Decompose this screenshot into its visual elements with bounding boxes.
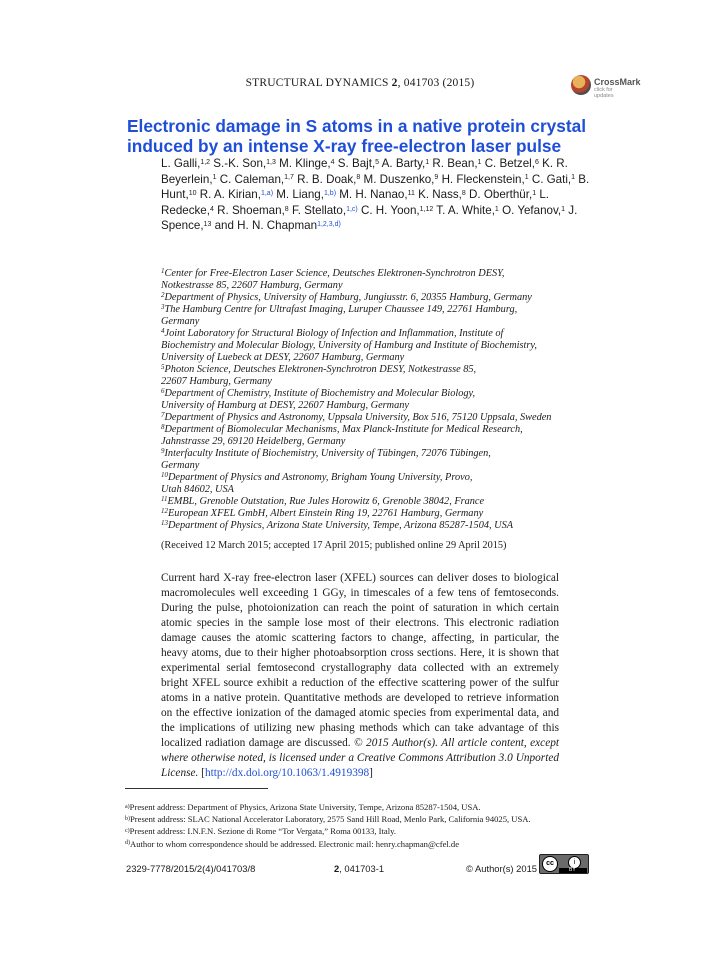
footer-copyright: © Author(s) 2015 xyxy=(466,863,538,874)
footnote xyxy=(125,838,595,850)
license-statement: © 2015 Author(s). All article content, except where otherwise noted, is licensed under a Creative Commons Attribution 3.0 Unported License. xyxy=(161,737,559,779)
footer-issn: 2329-7778/2015/2(4)/041703/8 xyxy=(126,863,256,874)
affiliation-list xyxy=(161,268,591,532)
affiliation-text: Photon Science, Deutsches Elektronen-Synchrotron DESY, Notkestrasse 85, xyxy=(164,364,477,375)
affiliation-text: Department of Physics, University of Hamburg, Jungiusstr. 6, 20355 Hamburg, Germany xyxy=(164,292,532,303)
affiliation-line xyxy=(161,460,591,472)
affiliation-line xyxy=(161,280,591,292)
affiliation-line xyxy=(161,424,591,436)
footnote-mark: c) xyxy=(125,828,130,835)
author-affiliation-mark: 6 xyxy=(534,158,539,166)
author xyxy=(161,157,210,170)
doi-link[interactable]: http://dx.doi.org/10.1063/1.4919398 xyxy=(204,767,370,779)
affiliation-text: Jahnstrasse 29, 69120 Heidelberg, Germany xyxy=(161,436,346,447)
author-affiliation-mark: 8 xyxy=(461,190,466,198)
author-affiliation-mark: 11 xyxy=(407,190,415,198)
author-affiliation-mark: 8 xyxy=(356,174,361,182)
abstract xyxy=(161,571,559,781)
author-name: C. H. Yoon, xyxy=(360,203,420,217)
author-name: A. Barty, xyxy=(381,157,426,170)
footer-page xyxy=(334,863,384,874)
affiliation-number: 8 xyxy=(161,422,165,431)
author-name: L. Galli, xyxy=(161,157,201,170)
footnote-mark: d) xyxy=(125,840,130,847)
affiliation-text: Department of Physics and Astronomy, Brigham Young University, Provo, xyxy=(168,472,473,483)
crossmark-button[interactable] xyxy=(571,74,641,99)
author-list xyxy=(161,156,591,234)
author xyxy=(382,157,430,170)
author-name: R. Shoeman, xyxy=(217,203,285,217)
author xyxy=(432,157,481,170)
affiliation-line xyxy=(161,316,591,328)
author-name: T. A. White, xyxy=(436,203,495,217)
author-name: C. Betzel, xyxy=(484,157,535,170)
author-affiliation-mark: 1 xyxy=(571,174,576,182)
affiliation-number: 11 xyxy=(161,494,168,503)
affiliation-text: Department of Biomolecular Mechanisms, Max Planck-Institute for Medical Research, xyxy=(164,424,523,435)
affiliation-line xyxy=(161,268,591,280)
author-name: R. Bean, xyxy=(432,157,478,170)
affiliation-text: Germany xyxy=(161,316,200,327)
author-name: O. Yefanov, xyxy=(502,203,562,217)
author-name: D. Oberthür, xyxy=(469,188,533,202)
author xyxy=(279,157,334,170)
crossmark-sublabel: click for updates xyxy=(594,87,614,99)
author-affiliation-mark: 10 xyxy=(188,190,197,198)
footnote xyxy=(125,801,595,813)
affiliation-number: 2 xyxy=(161,290,165,299)
author-name: F. Stellato, xyxy=(291,203,347,217)
affiliation-line xyxy=(161,292,591,304)
doi-open-bracket: [ xyxy=(201,767,205,779)
abstract-body: Current hard X-ray free-electron laser (XFEL) sources can deliver doses to biological macromolecules well exceeding 1 GGy, in timescales of a few tens of femtoseconds. During the pulse, photoionization can reach the point of saturation in which certain atomic species in the sample lose most of their electrons. This electronic radiation damage causes the atomic scattering factors to change, affecting, in particular, the heavy atoms, due to their higher photoabsorption cross sections. Here, it is shown that experimental serial femtosecond crystallography data collected with an extremely bright XFEL source exhibit a reduction of the effective scattering power of the sulfur atoms in a native protein. Quantitative methods are developed to retrieve information on the effective ionization of the damaged atomic species from experimental data, and the implications of utilizing new phasing methods which can take advantage of this localized radiation damage are discussed. xyxy=(161,572,559,749)
affiliation-text: Biochemistry and Molecular Biology, University of Hamburg and Institute of Biochemistry, xyxy=(161,340,537,351)
affiliation-line xyxy=(161,388,591,400)
affiliation-line xyxy=(161,328,591,340)
author-affiliation-mark: 1 xyxy=(494,205,499,213)
affiliation-text: Germany xyxy=(161,460,200,471)
journal-name: STRUCTURAL DYNAMICS xyxy=(245,77,389,89)
author-affiliation-mark: 1,a) xyxy=(260,190,274,198)
affiliation-number: 9 xyxy=(161,446,165,455)
author xyxy=(339,188,415,201)
affiliation-line xyxy=(161,352,591,364)
affiliation-number: 1 xyxy=(161,266,165,275)
affiliation-number: 10 xyxy=(161,470,168,479)
author xyxy=(276,188,336,201)
author-name: C. Gati, xyxy=(531,172,572,186)
affiliation-text: Department of Physics, Arizona State University, Tempe, Arizona 85287-1504, USA xyxy=(168,520,514,531)
author-name: K. R. Beyerlein, xyxy=(161,157,568,186)
affiliation-text: Interfaculty Institute of Biochemistry, University of Tübingen, 72076 Tübingen, xyxy=(164,448,491,459)
affiliation-line xyxy=(161,496,591,508)
author xyxy=(502,204,565,217)
author xyxy=(361,204,433,217)
author xyxy=(213,157,276,170)
author-affiliation-mark: 8 xyxy=(284,205,289,213)
author-affiliation-mark: 1,2 xyxy=(200,158,211,166)
affiliation-line xyxy=(161,520,591,532)
footnote-mark: b) xyxy=(125,815,130,822)
affiliation-line xyxy=(161,484,591,496)
affiliation-text: Notkestrasse 85, 22607 Hamburg, Germany xyxy=(161,280,343,291)
affiliation-line xyxy=(161,400,591,412)
author-name: S.-K. Son, xyxy=(213,157,267,170)
affiliation-number: 13 xyxy=(161,518,168,527)
footnote-mark: a) xyxy=(125,803,130,810)
author-name: R. B. Doak, xyxy=(297,172,357,186)
affiliation-line xyxy=(161,448,591,460)
author-affiliation-mark: 1,c) xyxy=(346,205,358,213)
footer-page-number: , 041703-1 xyxy=(339,863,385,874)
crossmark-icon xyxy=(571,75,591,95)
author xyxy=(215,219,234,232)
author xyxy=(485,157,539,170)
attribution-icon: i xyxy=(568,856,581,869)
author-affiliation-mark: 1,3 xyxy=(266,158,276,166)
author-affiliation-mark: 1 xyxy=(561,205,566,213)
author xyxy=(532,173,575,186)
author-affiliation-mark: 1,b) xyxy=(323,190,337,198)
author-name: C. Caleman, xyxy=(219,172,285,186)
cc-icon: cc xyxy=(542,856,558,872)
received-dates: (Received 12 March 2015; accepted 17 April 2015; published online 29 April 2015) xyxy=(161,540,507,551)
affiliation-text: Utah 84602, USA xyxy=(161,484,234,495)
author xyxy=(292,204,358,217)
author-affiliation-mark: 4 xyxy=(209,205,214,213)
author-name: R. A. Kirian, xyxy=(199,188,261,202)
footnote-list xyxy=(125,801,595,850)
author-affiliation-mark: 1 xyxy=(524,174,529,182)
affiliation-line xyxy=(161,340,591,352)
doi-close-bracket: ] xyxy=(369,767,373,779)
affiliation-text: Department of Physics and Astronomy, Uppsala University, Box 516, 75120 Uppsala, Sweden xyxy=(164,412,552,423)
author-name: and xyxy=(214,219,234,233)
author xyxy=(469,188,536,201)
author-affiliation-mark: 1 xyxy=(425,158,430,166)
affiliation-text: European XFEL GmbH, Albert Einstein Ring 19, 22761 Hamburg, Germany xyxy=(168,508,484,519)
author xyxy=(364,173,439,186)
affiliation-line xyxy=(161,376,591,388)
affiliation-number: 5 xyxy=(161,362,165,371)
author xyxy=(436,204,499,217)
author xyxy=(297,173,360,186)
affiliation-line xyxy=(161,508,591,520)
author-affiliation-mark: 9 xyxy=(434,174,439,182)
author-affiliation-mark: 4 xyxy=(330,158,335,166)
author xyxy=(200,188,273,201)
journal-citation: , 041703 (2015) xyxy=(397,77,475,89)
author xyxy=(220,173,294,186)
affiliation-number: 7 xyxy=(161,410,165,419)
affiliation-text: University of Luebeck at DESY, 22607 Hamburg, Germany xyxy=(161,352,405,363)
author-name: K. Nass, xyxy=(418,188,462,202)
footnote xyxy=(125,813,595,825)
author-affiliation-mark: 1,2,3,d) xyxy=(317,221,341,229)
author-affiliation-mark: 1,7 xyxy=(284,174,294,182)
footnote-text: Author to whom correspondence should be addressed. Electronic mail: henry.chapman@cfel.de xyxy=(130,838,460,849)
crossmark-label: CrossMark xyxy=(594,77,641,87)
author-affiliation-mark: 1 xyxy=(532,190,537,198)
footnote-text: Present address: I.N.F.N. Sezione di Rome “Tor Vergata,” Roma 00133, Italy. xyxy=(129,826,397,837)
affiliation-line xyxy=(161,364,591,376)
affiliation-text: University of Hamburg at DESY, 22607 Hamburg, Germany xyxy=(161,400,409,411)
footnote-divider xyxy=(125,788,268,789)
author-name: J. Spence, xyxy=(161,203,578,233)
affiliation-line xyxy=(161,472,591,484)
journal-volume: 2 xyxy=(391,77,398,89)
article-title: Electronic damage in S atoms in a native protein crystal induced by an intense X-ray free-electron laser pulse xyxy=(127,116,587,156)
author-name: M. Klinge, xyxy=(279,157,331,170)
author xyxy=(217,204,289,217)
author-name: H. N. Chapman xyxy=(237,219,318,233)
author-affiliation-mark: 1,12 xyxy=(419,205,434,213)
cc-by-license-badge[interactable] xyxy=(539,854,589,874)
affiliation-text: Joint Laboratory for Structural Biology of Infection and Inflammation, Institute of xyxy=(164,328,504,339)
author-name: M. Duszenko, xyxy=(363,172,435,186)
affiliation-number: 4 xyxy=(161,326,165,335)
affiliation-line xyxy=(161,412,591,424)
affiliation-text: EMBL, Grenoble Outstation, Rue Jules Horowitz 6, Grenoble 38042, France xyxy=(167,496,485,507)
footnote xyxy=(125,825,595,837)
author-name: L. Redecke, xyxy=(161,188,550,217)
footnote-text: Present address: Department of Physics, Arizona State University, Tempe, Arizona 85287-1504, USA. xyxy=(129,802,481,812)
affiliation-line xyxy=(161,436,591,448)
footer-volume: 2 xyxy=(334,863,340,874)
affiliation-text: The Hamburg Centre for Ultrafast Imaging, Luruper Chaussee 149, 22761 Hamburg, xyxy=(164,304,518,315)
author-affiliation-mark: 1 xyxy=(212,174,217,182)
affiliation-text: 22607 Hamburg, Germany xyxy=(161,376,272,387)
footnote-text: Present address: SLAC National Accelerator Laboratory, 2575 Sand Hill Road, Menlo Park, California 94025, USA. xyxy=(130,814,531,825)
affiliation-line xyxy=(161,304,591,316)
author-affiliation-mark: 5 xyxy=(375,158,380,166)
author-name: M. H. Nanao, xyxy=(339,188,408,202)
author-affiliation-mark: 13 xyxy=(203,221,212,229)
author-name: H. Fleckenstein, xyxy=(441,172,525,186)
by-label: BY xyxy=(569,867,576,873)
author xyxy=(418,188,466,201)
affiliation-number: 12 xyxy=(161,506,168,515)
author-affiliation-mark: 1 xyxy=(477,158,482,166)
affiliation-text: Department of Chemistry, Institute of Biochemistry and Molecular Biology, xyxy=(164,388,476,399)
author-name: S. Bajt, xyxy=(337,157,376,170)
affiliation-number: 6 xyxy=(161,386,165,395)
author xyxy=(338,157,379,170)
author-name: B. Hunt, xyxy=(161,172,590,202)
affiliation-number: 3 xyxy=(161,302,165,311)
author xyxy=(442,173,529,186)
author xyxy=(237,219,341,232)
author-name: M. Liang, xyxy=(276,188,324,202)
affiliation-text: Center for Free-Electron Laser Science, Deutsches Elektronen-Synchrotron DESY, xyxy=(164,268,505,279)
